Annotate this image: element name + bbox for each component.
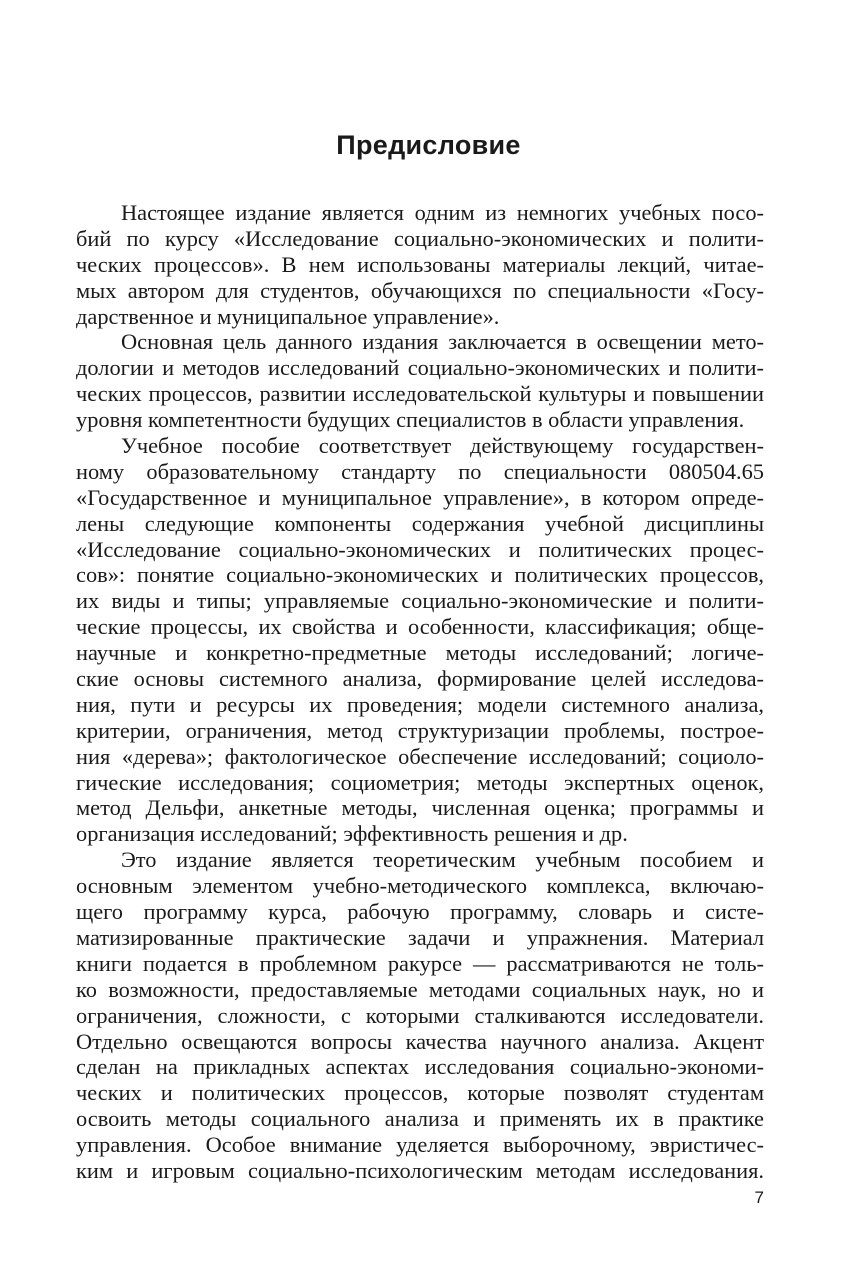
text-line: книги подается в проблемном ракурсе — рассматриваются не толь- xyxy=(76,950,764,976)
text-line: уровня компетентности будущих специалистов в области управления. xyxy=(76,407,745,433)
body-text xyxy=(76,200,764,1184)
text-line: ские основы системного анализа, формирование целей исследова- xyxy=(76,666,764,692)
text-line: ческих процессов, развитии исследовательской культуры и повышении xyxy=(76,381,764,407)
text-line: лены следующие компоненты содержания учебной дисциплины xyxy=(76,510,764,536)
text-line: Основная цель данного издания заключается в освещении мето- xyxy=(121,329,764,355)
text-line: ческие процессы, их свойства и особенности, классификация; обще- xyxy=(76,614,764,640)
text-line: организация исследований; эффективность решения и др. xyxy=(76,821,628,847)
text-line: ограничения, сложности, с которыми сталкиваются исследователи. xyxy=(76,1002,764,1028)
text-line: их виды и типы; управляемые социально-экономические и полити- xyxy=(76,588,764,614)
text-line: ческих процессов». В нем использованы материалы лекций, читае- xyxy=(76,251,764,277)
text-line: ния «дерева»; фактологическое обеспечение исследований; социоло- xyxy=(76,743,764,769)
text-line: бий по курсу «Исследование социально-экономических и полити- xyxy=(76,225,764,251)
text-line: матизированные практические задачи и упражнения. Материал xyxy=(76,924,764,950)
text-line: Отдельно освещаются вопросы качества научного анализа. Акцент xyxy=(76,1028,764,1054)
text-line: щего программу курса, рабочую программу, словарь и систе- xyxy=(76,899,764,925)
text-line: управления. Особое внимание уделяется выборочному, эвристичес- xyxy=(76,1132,764,1158)
text-line: научные и конкретно-предметные методы исследований; логиче- xyxy=(76,640,764,666)
text-line: Настоящее издание является одним из немногих учебных посо- xyxy=(121,200,764,225)
text-line: критерии, ограничения, метод структуризации проблемы, построе- xyxy=(76,717,764,743)
page-title: Предисловие xyxy=(336,130,521,160)
text-line: ному образовательному стандарту по специальности 080504.65 xyxy=(76,458,764,484)
text-line: сделан на прикладных аспектах исследования социально-экономи- xyxy=(76,1054,764,1080)
text-line: дарственное и муниципальное управление». xyxy=(76,303,500,329)
text-line: ния, пути и ресурсы их проведения; модели системного анализа, xyxy=(76,691,764,717)
text-line: мых автором для студентов, обучающихся по специальности «Госу- xyxy=(76,277,764,303)
text-line: ким и игровым социально-психологическим методам исследования. xyxy=(76,1157,764,1183)
page-number: 7 xyxy=(754,1188,764,1207)
text-line: Учебное пособие соответствует действующему государствен- xyxy=(121,433,764,459)
paragraph-1 xyxy=(76,200,764,329)
paragraph-2 xyxy=(76,329,764,433)
paragraph-4 xyxy=(76,847,764,1184)
text-line: гические исследования; социометрия; методы экспертных оценок, xyxy=(76,769,764,795)
text-line: Это издание является теоретическим учебным пособием и xyxy=(121,847,764,873)
text-line: дологии и методов исследований социально-экономических и полити- xyxy=(76,355,764,381)
text-line: освоить методы социального анализа и применять их в практике xyxy=(76,1106,764,1132)
text-line: метод Дельфи, анкетные методы, численная оценка; программы и xyxy=(76,795,764,821)
text-line: сов»: понятие социально-экономических и политических процессов, xyxy=(76,562,764,588)
text-line: основным элементом учебно-методического комплекса, включаю- xyxy=(76,873,764,899)
text-line: «Государственное и муниципальное управление», в котором опреде- xyxy=(76,484,764,510)
text-line: «Исследование социально-экономических и политических процес- xyxy=(76,536,764,562)
text-line: ко возможности, предоставляемые методами социальных наук, но и xyxy=(76,976,764,1002)
paragraph-3 xyxy=(76,433,764,847)
text-line: ческих и политических процессов, которые позволят студентам xyxy=(76,1080,764,1106)
